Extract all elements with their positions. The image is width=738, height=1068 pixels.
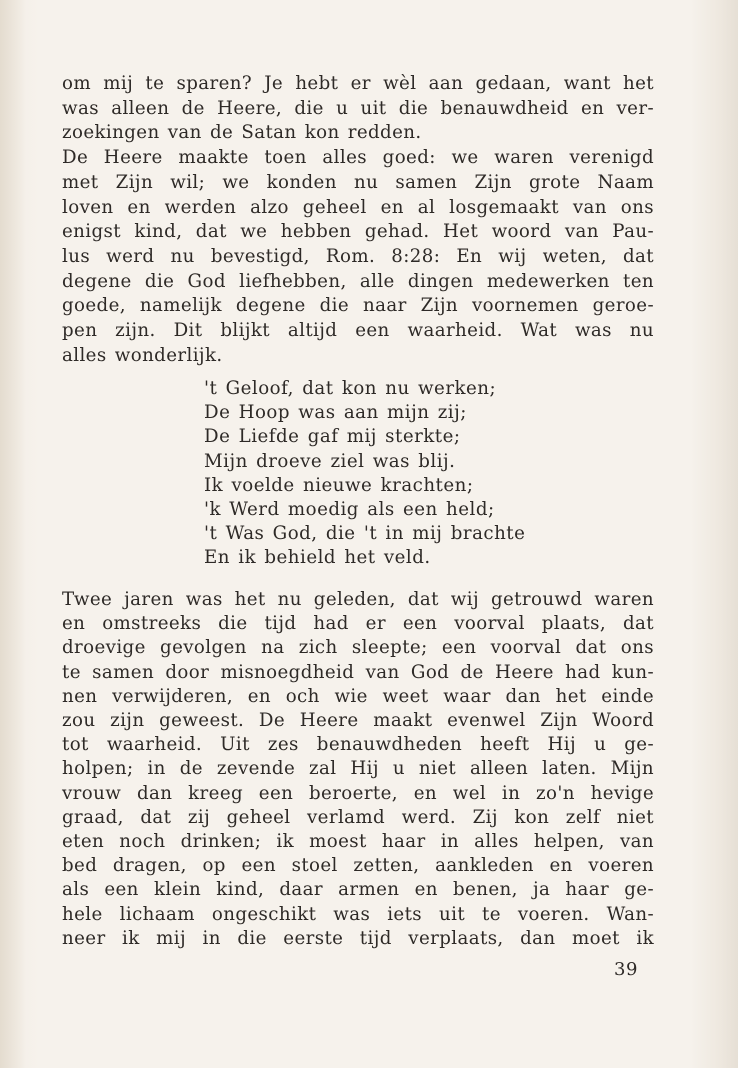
poem-line: 't Geloof, dat kon nu werken;	[204, 378, 497, 399]
text-line: vrouw dan kreeg een beroerte, en wel in zo'n hevige	[62, 782, 654, 804]
poem-line: Mijn droeve ziel was blij.	[204, 450, 456, 472]
paragraph-2	[62, 588, 654, 951]
text-line: holpen; in de zevende zal Hij u niet alleen laten. Mijn	[62, 758, 654, 780]
poem-stanza	[204, 377, 525, 571]
text-line: graad, dat zij geheel verlamd werd. Zij kon zelf niet	[62, 806, 654, 828]
text-line: was alleen de Heere, die u uit die benauwdheid en ver-	[62, 97, 654, 119]
text-line: met Zijn wil; we konden nu samen Zijn grote Naam	[62, 171, 654, 193]
text-line: De Heere maakte toen alles goed: we waren verenigd	[62, 147, 654, 169]
text-line: loven en werden alzo geheel en al losgemaakt van ons	[62, 196, 654, 218]
text-line: en omstreeks die tijd had er een voorval plaats, dat	[62, 613, 654, 635]
text-line: Twee jaren was het nu geleden, dat wij getrouwd waren	[62, 589, 654, 610]
text-line: enigst kind, dat we hebben gehad. Het woord van Pau-	[62, 221, 654, 243]
paragraph-1	[62, 72, 654, 368]
text-line: alles wonderlijk.	[62, 344, 223, 366]
text-line: bed dragen, op een stoel zetten, aankleden en voeren	[62, 855, 654, 877]
page-spine-shadow	[0, 0, 26, 1068]
poem-line: En ik behield het veld.	[204, 547, 431, 569]
poem-line: 't Was God, die 't in mij brachte	[204, 523, 526, 545]
text-line: zoekingen van de Satan kon redden.	[62, 122, 422, 144]
text-line: droevige gevolgen na zich sleepte; een voorval dat ons	[62, 637, 654, 659]
page-number: 39	[614, 959, 638, 980]
text-line: nen verwijderen, en och wie weet waar dan het einde	[62, 685, 654, 707]
text-line: als een klein kind, daar armen en benen, ja haar ge-	[62, 879, 654, 901]
text-line: degene die God liefhebben, alle dingen medewerken ten	[62, 270, 654, 292]
text-line: te samen door misnoegdheid van God de Heere had kun-	[62, 661, 654, 683]
text-line: tot waarheid. Uit zes benauwdheden heeft Hij u ge-	[62, 734, 654, 756]
text-line: zou zijn geweest. De Heere maakt evenwel Zijn Woord	[62, 710, 654, 732]
text-line: neer ik mij in die eerste tijd verplaats, dan moet ik	[62, 927, 654, 949]
text-line: hele lichaam ongeschikt was iets uit te voeren. Wan-	[62, 903, 654, 925]
poem-line: Ik voelde nieuwe krachten;	[204, 474, 474, 496]
text-line: lus werd nu bevestigd, Rom. 8:28: En wij weten, dat	[62, 245, 654, 267]
text-line: pen zijn. Dit blijkt altijd een waarheid. Wat was nu	[62, 320, 654, 342]
text-line: om mij te sparen? Je hebt er wèl aan gedaan, want het	[62, 73, 654, 94]
poem-line: De Liefde gaf mij sterkte;	[204, 426, 461, 448]
poem-line: De Hoop was aan mijn zij;	[204, 402, 467, 424]
text-line: goede, namelijk degene die naar Zijn voornemen geroe-	[62, 295, 654, 317]
poem-line: 'k Werd moedig als een held;	[204, 499, 495, 521]
text-line: eten noch drinken; ik moest haar in alles helpen, van	[62, 831, 654, 853]
